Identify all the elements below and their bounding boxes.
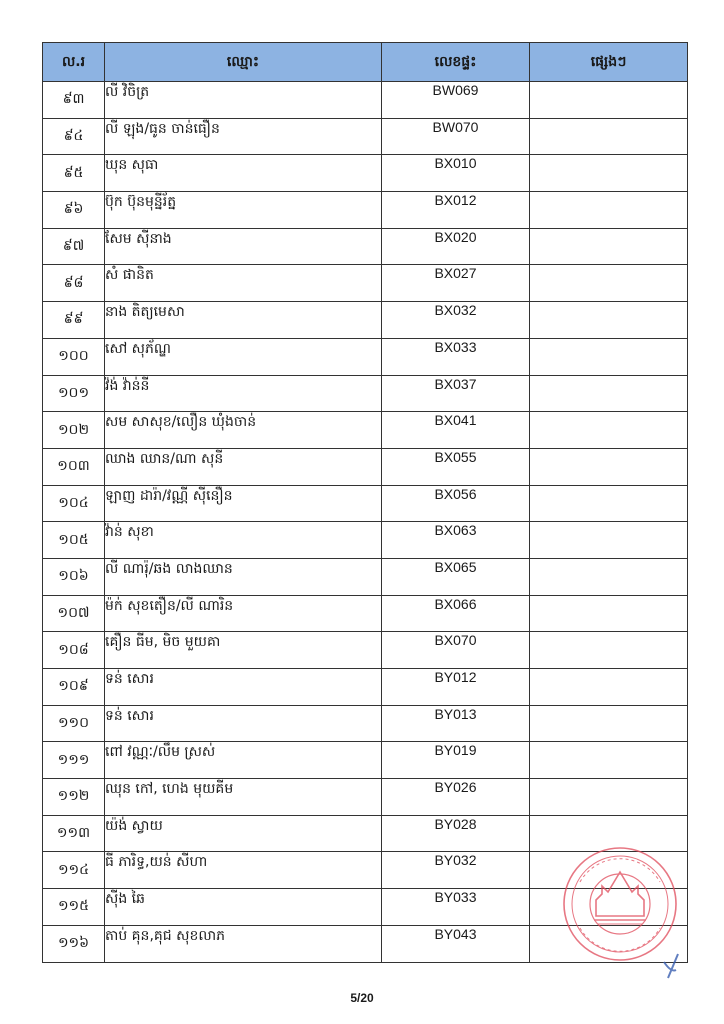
row-number-cell: ១០២: [43, 412, 105, 449]
house-number-cell: BX070: [382, 632, 530, 669]
row-number-cell: ១០០: [43, 338, 105, 375]
table-row: [43, 302, 688, 339]
row-number-cell: ១០៣: [43, 448, 105, 485]
row-number-cell: ៩៨: [43, 265, 105, 302]
house-number-cell: BX027: [382, 265, 530, 302]
table-row: [43, 595, 688, 632]
row-number-cell: ១១៦: [43, 925, 105, 962]
other-cell: [530, 742, 688, 779]
table-body: [43, 82, 688, 963]
name-cell: នាង តិត្យមេសា: [105, 302, 382, 339]
house-number-cell: BX020: [382, 228, 530, 265]
row-number-cell: ៩៥: [43, 155, 105, 192]
row-number-cell: ១០៦: [43, 558, 105, 595]
other-cell: [530, 558, 688, 595]
row-number-cell: ១១១: [43, 742, 105, 779]
other-cell: [530, 228, 688, 265]
table-row: [43, 338, 688, 375]
table-row: [43, 412, 688, 449]
name-cell: សម សាសុខ/លឿន ឃុំងចាន់: [105, 412, 382, 449]
page-number: 5/20: [350, 991, 374, 1005]
other-cell: [530, 302, 688, 339]
other-cell: [530, 485, 688, 522]
house-number-cell: BX032: [382, 302, 530, 339]
house-number-cell: BX012: [382, 192, 530, 229]
name-cell: លី ឡុង/ធូន ចាន់ធឿន: [105, 118, 382, 155]
name-cell: ប៊ុក ប៊ុនមុន្នីរ័ត្ន: [105, 192, 382, 229]
other-cell: [530, 265, 688, 302]
other-cell: [530, 82, 688, 119]
other-cell: [530, 669, 688, 706]
name-cell: លី ណារ៉ុ/ឆង លាងឈាន: [105, 558, 382, 595]
other-cell: [530, 412, 688, 449]
table-header-row: [43, 43, 688, 82]
house-number-cell: BY033: [382, 889, 530, 926]
name-cell: ឡាញ ដារ៉ា/វណ្ណី ស៊ីនឿន: [105, 485, 382, 522]
name-cell: ឃុន សុធា: [105, 155, 382, 192]
table-row: [43, 228, 688, 265]
header-other: ផ្សេងៗ: [530, 43, 688, 82]
table-row: [43, 265, 688, 302]
table-row: [43, 742, 688, 779]
house-number-cell: BX066: [382, 595, 530, 632]
row-number-cell: ១១០: [43, 705, 105, 742]
table-row: [43, 669, 688, 706]
house-number-cell: BX063: [382, 522, 530, 559]
row-number-cell: ១១២: [43, 779, 105, 816]
other-cell: [530, 375, 688, 412]
name-cell: តាប់ គុន,គុជ សុខលាភ: [105, 925, 382, 962]
row-number-cell: ១១៤: [43, 852, 105, 889]
row-number-cell: ១១៥: [43, 889, 105, 926]
table-row: [43, 485, 688, 522]
name-cell: ឈាង ឈាន/ណា សុនី: [105, 448, 382, 485]
table-row: [43, 118, 688, 155]
resident-table: [42, 42, 688, 963]
name-cell: ស៊ីង ឆៃ: [105, 889, 382, 926]
other-cell: [530, 779, 688, 816]
table-row: [43, 558, 688, 595]
name-cell: ទន់ សោរ: [105, 705, 382, 742]
row-number-cell: ៩៦: [43, 192, 105, 229]
other-cell: [530, 338, 688, 375]
other-cell: [530, 155, 688, 192]
name-cell: វ៉ាន់ សុខា: [105, 522, 382, 559]
name-cell: ម៉ក់ សុខតឿន/លី ណារិន: [105, 595, 382, 632]
house-number-cell: BX041: [382, 412, 530, 449]
row-number-cell: ៩៣: [43, 82, 105, 119]
header-house-number: លេខផ្ទះ: [382, 43, 530, 82]
name-cell: វ៉ង់ វ៉ាន់នី: [105, 375, 382, 412]
name-cell: ធី ភារិទ្ធ,យន់ សីហា: [105, 852, 382, 889]
other-cell: [530, 632, 688, 669]
table-row: [43, 82, 688, 119]
house-number-cell: BY013: [382, 705, 530, 742]
name-cell: សំ ផានិត: [105, 265, 382, 302]
name-cell: យ៉ង់ ស្វាយ: [105, 815, 382, 852]
name-cell: ពៅ វណ្ណៈ/លឹម ស្រស់: [105, 742, 382, 779]
table-row: [43, 779, 688, 816]
table-row: [43, 155, 688, 192]
row-number-cell: ១០៤: [43, 485, 105, 522]
name-cell: សៅ សុភ័ណ្ឌ: [105, 338, 382, 375]
table-row: [43, 375, 688, 412]
official-seal-stamp: [560, 842, 686, 992]
house-number-cell: BX056: [382, 485, 530, 522]
row-number-cell: ៩៩: [43, 302, 105, 339]
house-number-cell: BW070: [382, 118, 530, 155]
house-number-cell: BY028: [382, 815, 530, 852]
row-number-cell: ១០១: [43, 375, 105, 412]
other-cell: [530, 705, 688, 742]
header-no: ល.រ: [43, 43, 105, 82]
table-row: [43, 632, 688, 669]
row-number-cell: ១១៣: [43, 815, 105, 852]
name-cell: ឈុន កៅ, ហេង មុយគីម: [105, 779, 382, 816]
row-number-cell: ៩៤: [43, 118, 105, 155]
house-number-cell: BW069: [382, 82, 530, 119]
name-cell: ទន់ សោរ: [105, 669, 382, 706]
name-cell: គឿន ធីម, មិច មួយគា: [105, 632, 382, 669]
table-row: [43, 448, 688, 485]
house-number-cell: BX033: [382, 338, 530, 375]
name-cell: សែម ស៊ីនាង: [105, 228, 382, 265]
house-number-cell: BY019: [382, 742, 530, 779]
house-number-cell: BX065: [382, 558, 530, 595]
header-name: ឈ្មោះ: [105, 43, 382, 82]
other-cell: [530, 448, 688, 485]
other-cell: [530, 595, 688, 632]
house-number-cell: BY032: [382, 852, 530, 889]
house-number-cell: BY043: [382, 925, 530, 962]
row-number-cell: ១០៥: [43, 522, 105, 559]
other-cell: [530, 118, 688, 155]
row-number-cell: ១០៧: [43, 595, 105, 632]
house-number-cell: BX055: [382, 448, 530, 485]
house-number-cell: BX037: [382, 375, 530, 412]
table-row: [43, 522, 688, 559]
table-row: [43, 192, 688, 229]
row-number-cell: ១០៨: [43, 632, 105, 669]
other-cell: [530, 192, 688, 229]
house-number-cell: BY012: [382, 669, 530, 706]
other-cell: [530, 522, 688, 559]
house-number-cell: BY026: [382, 779, 530, 816]
table-row: [43, 705, 688, 742]
name-cell: លី វិចិត្រ: [105, 82, 382, 119]
house-number-cell: BX010: [382, 155, 530, 192]
row-number-cell: ៩៧: [43, 228, 105, 265]
row-number-cell: ១០៩: [43, 669, 105, 706]
